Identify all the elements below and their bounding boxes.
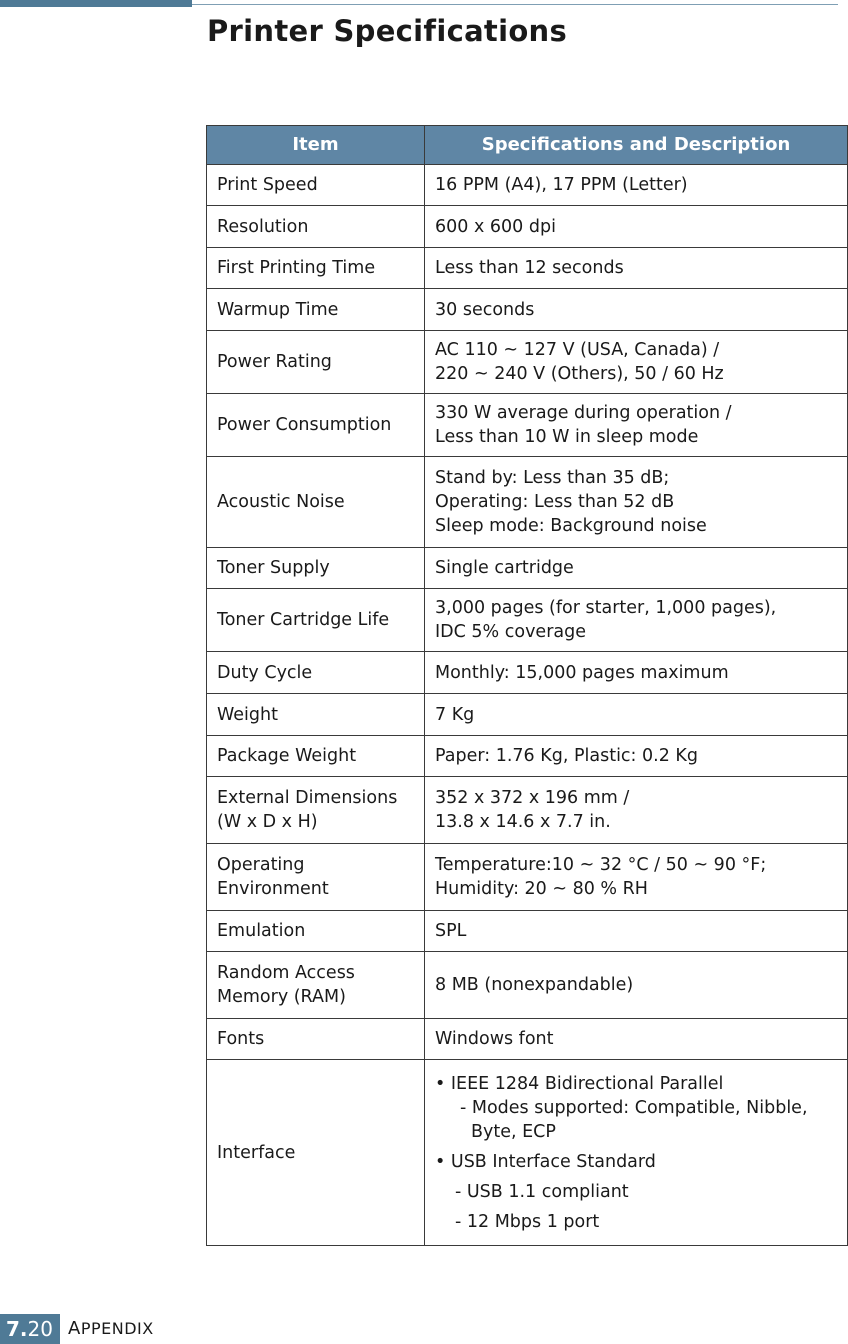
item-cell: Fonts: [207, 1019, 425, 1060]
item-cell: [207, 952, 425, 1019]
spec-line: Operating: Less than 52 dB: [435, 492, 675, 512]
spec-cell: 30 seconds: [425, 289, 848, 331]
spec-line: Temperature:10 ~ 32 °C / 50 ~ 90 °F;: [435, 855, 767, 875]
item-cell: Interface: [207, 1060, 425, 1246]
item-cell: Warmup Time: [207, 289, 425, 331]
spec-cell: [425, 331, 848, 394]
table-row: [207, 248, 848, 289]
interface-sub-item: - Modes supported: Compatible, Nibble,: [460, 1097, 808, 1118]
spec-line: Less than 10 W in sleep mode: [435, 427, 699, 447]
table-row: [207, 331, 848, 394]
item-cell: Weight: [207, 694, 425, 736]
item-cell: Toner Cartridge Life: [207, 589, 425, 652]
spec-cell: 16 PPM (A4), 17 PPM (Letter): [425, 165, 848, 206]
table-row: [207, 952, 848, 1019]
item-line: Environment: [217, 879, 329, 899]
page-number-badge: [0, 1314, 60, 1344]
table-row: [207, 457, 848, 548]
item-cell: Acoustic Noise: [207, 457, 425, 548]
section-label-rest: PPENDIX: [80, 1319, 154, 1338]
item-cell: First Printing Time: [207, 248, 425, 289]
spec-cell: [425, 1060, 848, 1246]
spec-cell: 8 MB (nonexpandable): [425, 952, 848, 1019]
spec-line: 352 x 372 x 196 mm /: [435, 788, 630, 808]
table-row: [207, 394, 848, 457]
interface-bullet: • IEEE 1284 Bidirectional Parallel: [435, 1073, 724, 1094]
table-row: [207, 652, 848, 694]
table-row: [207, 165, 848, 206]
spec-cell: Paper: 1.76 Kg, Plastic: 0.2 Kg: [425, 736, 848, 777]
column-header-item: Item: [207, 126, 425, 165]
spec-cell: 7 Kg: [425, 694, 848, 736]
item-cell: [207, 844, 425, 911]
page-number-minor: 20: [27, 1317, 53, 1341]
spec-line: 13.8 x 14.6 x 7.7 in.: [435, 812, 611, 832]
table-row: [207, 777, 848, 844]
spec-line: IDC 5% coverage: [435, 622, 586, 642]
page-number-major: 7.: [6, 1317, 28, 1341]
header-rule: [192, 4, 838, 5]
spec-line: 3,000 pages (for starter, 1,000 pages),: [435, 598, 777, 618]
page-title: Printer Specifications: [207, 14, 568, 48]
spec-cell: Less than 12 seconds: [425, 248, 848, 289]
spec-cell: Windows font: [425, 1019, 848, 1060]
item-cell: Duty Cycle: [207, 652, 425, 694]
item-cell: Package Weight: [207, 736, 425, 777]
table-row: [207, 736, 848, 777]
item-cell: Power Rating: [207, 331, 425, 394]
spec-line: Humidity: 20 ~ 80 % RH: [435, 879, 648, 899]
spec-line: AC 110 ~ 127 V (USA, Canada) /: [435, 340, 720, 360]
header-accent-bar: [0, 0, 192, 7]
table-row: [207, 289, 848, 331]
item-cell: Emulation: [207, 911, 425, 952]
spec-cell: SPL: [425, 911, 848, 952]
spec-line: Stand by: Less than 35 dB;: [435, 468, 670, 488]
section-label: [68, 1318, 154, 1339]
spec-cell: [425, 394, 848, 457]
table-row: [207, 694, 848, 736]
item-line: Memory (RAM): [217, 987, 346, 1007]
spec-cell: [425, 457, 848, 548]
spec-line: Sleep mode: Background noise: [435, 516, 707, 536]
item-cell: Print Speed: [207, 165, 425, 206]
spec-cell: [425, 844, 848, 911]
item-line: External Dimensions: [217, 788, 398, 808]
item-cell: [207, 777, 425, 844]
item-line: (W x D x H): [217, 812, 318, 832]
table-row: [207, 844, 848, 911]
table-row: [207, 589, 848, 652]
spec-cell: Single cartridge: [425, 548, 848, 589]
interface-sub-item: - USB 1.1 compliant: [455, 1181, 629, 1202]
column-header-specifications: Specifications and Description: [425, 126, 848, 165]
item-cell: Power Consumption: [207, 394, 425, 457]
specifications-table: [206, 125, 848, 1246]
table-header-row: [207, 126, 848, 165]
item-cell: Resolution: [207, 206, 425, 248]
item-line: Operating: [217, 855, 305, 875]
interface-sub-item-cont: Byte, ECP: [471, 1121, 556, 1142]
spec-cell: 600 x 600 dpi: [425, 206, 848, 248]
section-label-initial: A: [68, 1318, 81, 1339]
spec-line: 220 ~ 240 V (Others), 50 / 60 Hz: [435, 364, 724, 384]
interface-sub-item: - 12 Mbps 1 port: [455, 1211, 600, 1232]
table-row: [207, 548, 848, 589]
spec-cell: Monthly: 15,000 pages maximum: [425, 652, 848, 694]
spec-line: 330 W average during operation /: [435, 403, 732, 423]
spec-cell: [425, 777, 848, 844]
interface-bullet: • USB Interface Standard: [435, 1151, 656, 1172]
table-row: [207, 1060, 848, 1246]
table-row: [207, 206, 848, 248]
item-cell: Toner Supply: [207, 548, 425, 589]
table-row: [207, 911, 848, 952]
table-row: [207, 1019, 848, 1060]
item-line: Random Access: [217, 963, 355, 983]
spec-cell: [425, 589, 848, 652]
